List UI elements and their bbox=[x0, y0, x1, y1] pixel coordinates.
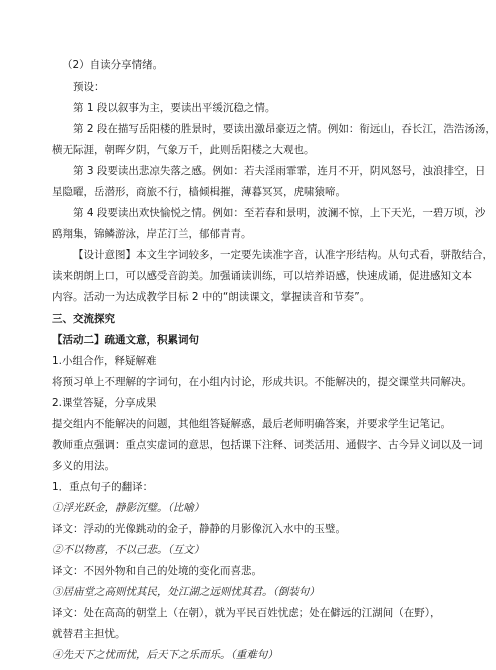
doc-line-translation-3: 译文：处在高高的朝堂上（在朝），就为平民百姓忧虑；处在僻远的江湖间（在野）， bbox=[52, 607, 441, 619]
doc-line-para3: 第 3 段要读出悲凉失落之感。例如：若夫淫雨霏霏，连月不开，阴风怒号，浊浪排空，日 bbox=[73, 165, 486, 177]
doc-line-para4-cont: 鸥翔集，锦鳞游泳，岸芷汀兰，郁郁青青。 bbox=[52, 228, 252, 240]
doc-line-translation-heading: 1．重点句子的翻译： bbox=[52, 481, 154, 493]
doc-line-para4: 第 4 段要读出欢快愉悦之情。例如：至若春和景明，波澜不惊，上下天光，一碧万顷，沙 bbox=[73, 207, 486, 219]
doc-line-step1: 1.小组合作，释疑解难 bbox=[52, 355, 157, 367]
doc-line-para1: 第 1 段以叙事为主，要读出平缓沉稳之情。 bbox=[73, 102, 276, 114]
activity-heading: 【活动二】疏通文意，积累词句 bbox=[52, 334, 199, 346]
doc-line-self-read: （2）自读分享情绪。 bbox=[62, 59, 164, 71]
doc-line-design-intent-2: 读来朗朗上口，可以感受音韵美。加强诵读训练，可以培养语感，快速成诵，促进感知文本 bbox=[52, 270, 472, 282]
doc-line-step2-desc: 提交组内不能解决的问题，其他组答疑解惑，最后老师明确答案，并要求学生记笔记。 bbox=[52, 418, 451, 430]
doc-line-translation-1: 译文：浮动的光像跳动的金子，静静的月影像沉入水中的玉璧。 bbox=[52, 523, 346, 535]
doc-line-para3-cont: 星隐曜，岳潜形，商旅不行，樯倾楫摧，薄暮冥冥，虎啸猿啼。 bbox=[52, 186, 346, 198]
doc-line-para2: 第 2 段在描写岳阳楼的胜景时，要读出激昂豪迈之情。例如：衔远山，吞长江，浩浩汤汤， bbox=[73, 123, 496, 135]
doc-line-para2-cont: 横无际涯，朝晖夕阴，气象万千，此则岳阳楼之大观也。 bbox=[52, 144, 315, 156]
doc-line-design-intent-3: 内容。活动一为达成教学目标 2 中的“朗读课文，掌握读音和节奏”。 bbox=[52, 291, 371, 303]
doc-line-teacher-emphasis: 教师重点强调：重点实虚词的意思，包括课下注释、词类活用、通假字、古今异义词以及一词 bbox=[52, 439, 483, 451]
doc-line-step2: 2.课堂答疑，分享成果 bbox=[52, 397, 157, 409]
doc-line-sentence-1: ①浮光跃金，静影沉璧。（比喻） bbox=[52, 502, 205, 514]
doc-line-design-intent: 【设计意图】本文生字词较多，一定要先读准字音，认准字形结构。从句式看，骈散结合， bbox=[73, 249, 493, 261]
doc-line-translation-3-cont: 就替君主担忧。 bbox=[52, 628, 126, 640]
doc-line-translation-2: 译文：不因外物和自己的处境的变化而喜悲。 bbox=[52, 565, 262, 577]
section-heading: 三、交流探究 bbox=[52, 313, 115, 325]
doc-line-teacher-emphasis-2: 多义的用法。 bbox=[52, 460, 115, 472]
doc-line-preset: 预设： bbox=[73, 81, 105, 93]
doc-line-step1-desc: 将预习单上不理解的字词句，在小组内讨论，形成共识。不能解决的，提交课堂共同解决。 bbox=[52, 376, 472, 388]
doc-line-sentence-4: ④先天下之忧而忧，后天下之乐而乐。（重难句） bbox=[52, 649, 278, 661]
doc-line-sentence-2: ②不以物喜，不以己悲。（互文） bbox=[52, 544, 205, 556]
doc-line-sentence-3: ③居庙堂之高则忧其民，处江湖之远则忧其君。（倒装句） bbox=[52, 586, 320, 598]
